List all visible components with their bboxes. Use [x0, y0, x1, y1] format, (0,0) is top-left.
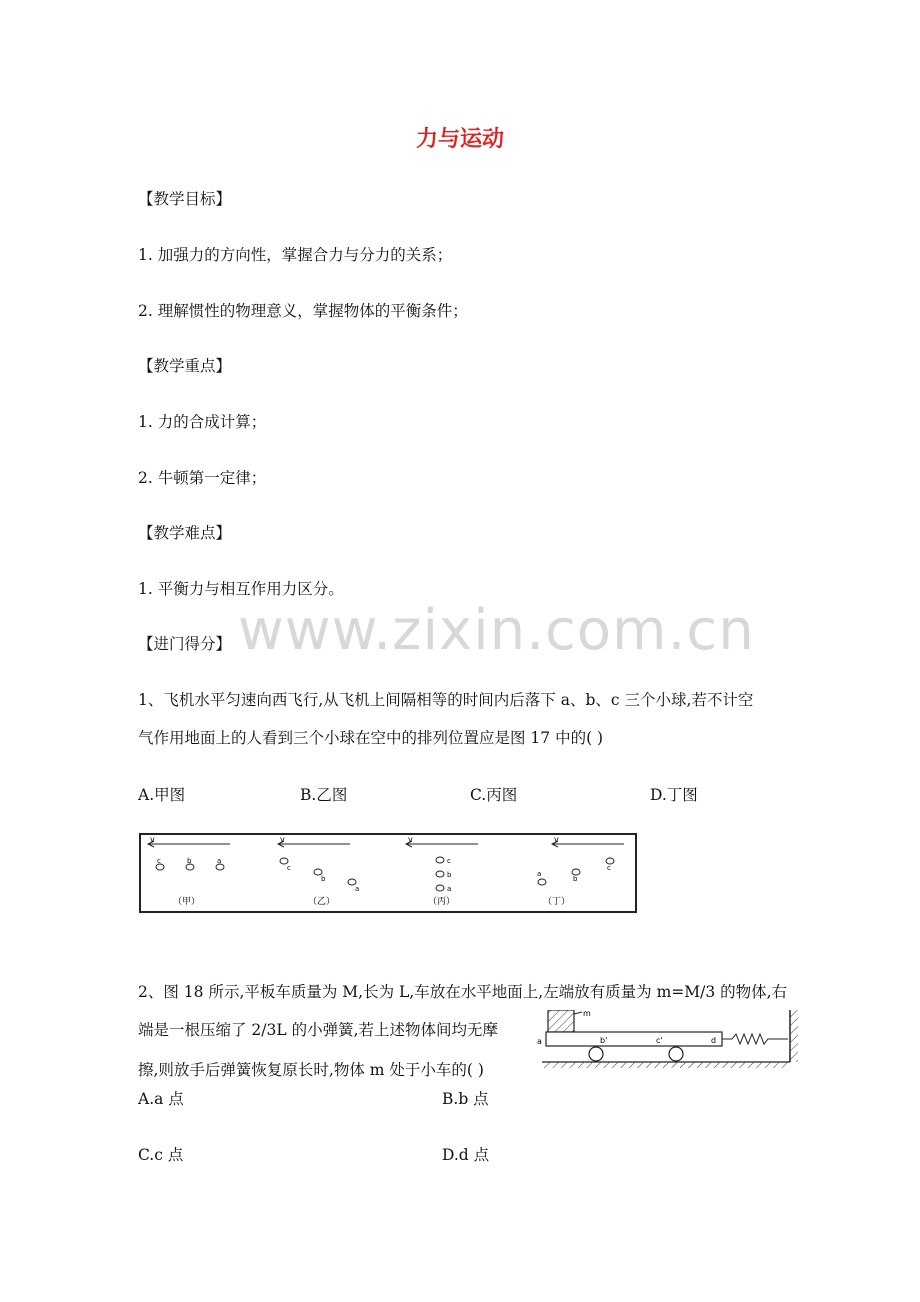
page-title: 力与运动	[415, 126, 504, 152]
point-label-c: c'	[656, 1036, 663, 1045]
q2-line-1: 2、图 18 所示,平板车质量为 M,长为 L,车放在水平地面上,左端放有质量为 m=M/3 的物体,右	[138, 983, 788, 1001]
panel-label-bing: （丙）	[428, 897, 456, 907]
panel-label-yi: （乙）	[308, 897, 336, 907]
point-label-a: a	[537, 1037, 542, 1046]
ball-label-b: b	[321, 875, 326, 883]
q1-line-1: 1、飞机水平匀速向西飞行,从飞机上间隔相等的时间内后落下 a、b、c 三个小球,若不计空	[138, 691, 754, 709]
q1-option-a: A.甲图	[138, 786, 186, 804]
objective-item-2: 2. 理解惯性的物理意义，掌握物体的平衡条件；	[138, 302, 468, 320]
figure-17	[138, 832, 638, 914]
wall-hatch	[790, 1010, 798, 1062]
q2-line-3: 擦,则放手后弹簧恢复原长时,物体 m 处于小车的( )	[138, 1061, 484, 1079]
q2-option-d: D.d 点	[442, 1146, 490, 1164]
mass-label: m	[583, 1010, 591, 1018]
ball-label-c: c	[287, 864, 291, 872]
q2-option-a: A.a 点	[138, 1090, 184, 1108]
q1-option-d: D.丁图	[650, 786, 698, 804]
ball-label-b: b	[573, 875, 578, 883]
ball-label-a: a	[537, 870, 542, 878]
ball-label-a: a	[447, 885, 452, 893]
point-label-b: b'	[600, 1036, 608, 1045]
ball-label-c: c	[157, 857, 161, 865]
point-label-d: d	[711, 1036, 717, 1045]
key-points-heading: 【教学重点】	[138, 357, 232, 375]
objectives-heading: 【教学目标】	[138, 190, 232, 208]
q1-option-c: C.丙图	[470, 786, 518, 804]
figure-18	[534, 1010, 804, 1082]
objective-item-1: 1. 加强力的方向性，掌握合力与分力的关系；	[138, 246, 453, 264]
mass-leader-line	[574, 1012, 582, 1014]
q1-line-2: 气作用地面上的人看到三个小球在空中的排列位置应是图 17 中的( )	[138, 729, 604, 747]
spring	[722, 1034, 788, 1044]
q2-option-c: C.c 点	[138, 1146, 184, 1164]
velocity-label: v	[280, 835, 285, 844]
velocity-label: v	[554, 835, 559, 844]
ball-label-c: c	[607, 864, 611, 872]
wheel-left	[589, 1047, 603, 1061]
q2-line-2: 端是一根压缩了 2/3L 的小弹簧,若上述物体间均无摩	[138, 1021, 499, 1039]
ball-label-b: b	[187, 857, 192, 865]
difficulty-item-1: 1. 平衡力与相互作用力区分。	[138, 580, 344, 598]
cart-board	[546, 1032, 722, 1046]
wheel-right	[669, 1047, 683, 1061]
q1-option-b: B.乙图	[300, 786, 348, 804]
q2-option-b: B.b 点	[442, 1090, 489, 1108]
entry-heading: 【进门得分】	[138, 635, 232, 653]
panel-label-jia: （甲）	[173, 897, 201, 907]
ball-label-a: a	[217, 857, 222, 865]
velocity-label: v	[150, 835, 155, 844]
watermark: www.zixin.com.cn	[238, 598, 755, 663]
key-point-item-1: 1. 力的合成计算；	[138, 413, 267, 431]
ground-hatch	[542, 1062, 790, 1068]
ball-label-c: c	[447, 857, 451, 865]
velocity-label: v	[408, 835, 413, 844]
panel-label-ding: （丁）	[543, 897, 571, 907]
ball-label-b: b	[447, 871, 452, 879]
block-m	[548, 1010, 574, 1032]
ball-label-a: a	[355, 885, 360, 893]
difficulties-heading: 【教学难点】	[138, 524, 232, 542]
key-point-item-2: 2. 牛顿第一定律；	[138, 469, 267, 487]
